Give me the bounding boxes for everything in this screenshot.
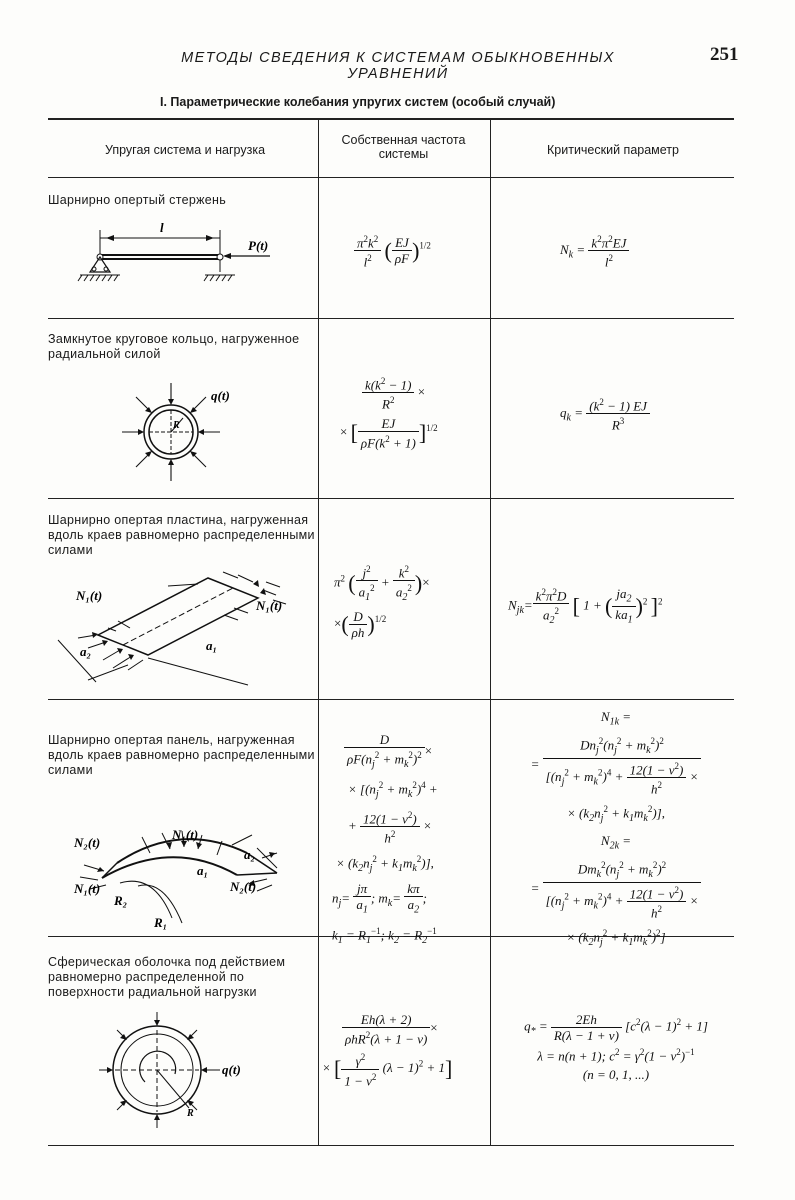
table-title: I. Параметрические колебания упругих систем (особый случай) — [160, 95, 556, 109]
row-divider — [48, 498, 734, 499]
panel-a2-label: a₂ — [244, 847, 256, 862]
row-1-frequency: $\frac{\pi^2k^2}{l^2}$ ( $\frac{EJ}{\rho F}$ )$^{1/2}$ — [354, 232, 431, 270]
plate-load-right-label: N₁(t) — [256, 598, 283, 613]
ring-radius-label: R — [173, 420, 180, 431]
panel-r2-label: R₂ — [114, 893, 128, 908]
ring-load-label: q(t) — [211, 388, 230, 403]
row-divider — [48, 318, 734, 319]
shell-radius-label: R — [187, 1108, 194, 1119]
panel-n1-left-label: N₁(t) — [74, 881, 101, 896]
row-4-critical: $N_{1k}$ = = $Dn_j^2(n_j^2 + m_k^2)^2$ [$(n_j^2 + m_k^2)^4$ + $\frac{12(1 - \nu^2)}{h^2}$ × × $(k_2n_j^2 + k_1m_k^2)$], $N_{2k}$ = = $Dm_k^2(n_j^2 + m_k^2)^2$ [$(n_j^2 + m_k^2)^4$ + $\frac{12(1 - \nu^2)}{h^2}$ × × $(k_2n_j^2 + k_1m_k^2)^2$] — [500, 706, 732, 954]
row-4-frequency: $\frac{D}{\rho F(n_j^2 + m_k^2)^2}$ × × [$(n_j^2 + m_k^2)^4$ + + $\frac{12(1 - \nu^2)}{h^2}$ × × $(k_2n_j^2 + k_1m_k^2)$], $n_j=$ $\frac{j\pi}{a_1}$ ; $m_k=$ $\frac{k\pi}{a_2}$ ; $k_1 = R_1^{-1}$; $k_2 = R_2^{-1}$ — [332, 732, 438, 946]
column-divider — [490, 120, 491, 1145]
rod-load-label: P(t) — [248, 238, 269, 253]
column-header-system: Упругая система и нагрузка — [104, 143, 266, 157]
row-divider — [48, 699, 734, 700]
running-head: МЕТОДЫ СВЕДЕНИЯ К СИСТЕМАМ ОБЫКНОВЕННЫХ УРАВНЕНИЙ — [181, 50, 615, 82]
column-divider — [318, 120, 319, 1145]
plate-a1-label: a₁ — [206, 638, 218, 653]
shell-load-label: q(t) — [222, 1062, 241, 1077]
row-2-critical: $q_k$ = $\frac{(k^2 - 1) EJ}{R^3}$ — [560, 395, 650, 433]
panel-n2-left-label: N₂(t) — [74, 835, 101, 850]
column-header-frequency: Собственная частота системы — [341, 133, 466, 161]
panel-n1-top-label: N₁(t) — [172, 827, 199, 842]
row-2-description: Замкнутое круговое кольцо, нагруженное радиальной силой — [48, 332, 300, 361]
plate-a2-label: a₂ — [80, 644, 92, 659]
panel-diagram — [62, 823, 312, 931]
circular-ring-diagram — [115, 378, 245, 488]
row-3-description: Шарнирно опертая пластина, нагруженная вдоль краев равномерно распределенными силами — [48, 513, 315, 557]
panel-r1-label: R₁ — [154, 915, 168, 930]
row-5-critical: $q_*$ = $\frac{2Eh}{R(\lambda - 1 + \nu)}$ $[c^2(\lambda - 1)^2 + 1]$ λ = n(n + 1); $c^2 = \gamma^2(1 - \nu^2)^{-1}$ (n = 0, 1, ...) — [524, 1012, 708, 1083]
spherical-shell-diagram — [95, 1012, 265, 1127]
row-5-frequency: $\frac{Eh(\lambda + 2)}{\rho hR^2(\lambda + 1 - \nu)}$ × × [ $\frac{\gamma^2}{1 - \nu^2}$ $(\lambda - 1)^2 + 1$] — [322, 1012, 453, 1088]
table-bottom-rule — [48, 1145, 734, 1146]
hinged-rod-diagram — [70, 220, 269, 290]
panel-n2-right-label: N₂(t) — [230, 879, 257, 894]
rod-length-label: l — [160, 220, 164, 235]
row-3-frequency: $\pi^2$ ( $\frac{j^2}{a_1^2}$ + $\frac{k^2}{a_2^2}$ )× ×( $\frac{D}{\rho h}$ )$^{1/2}$ — [334, 564, 430, 641]
row-3-critical: $N_{jk}=$ $\frac{k^2\pi^2D}{a_2^2}$ [ 1 + ( $\frac{ja_2}{ka_1}$ )$^2$ ]$^2$ — [508, 585, 663, 627]
row-1-critical: $N_k$ = $\frac{k^2\pi^2EJ}{l^2}$ — [560, 232, 629, 270]
plate-load-left-label: N₁(t) — [76, 588, 103, 603]
row-2-frequency: $\frac{k(k^2 - 1)}{R^2}$ × × [ $\frac{EJ}{\rho F(k^2 + 1)}$ ]$^{1/2}$ — [340, 376, 438, 450]
header-bottom-rule — [48, 177, 734, 178]
row-5-description: Сферическая оболочка под действием равномерно распределенной по поверхности радиальной нагрузки — [48, 955, 286, 999]
page-number: 251 — [710, 44, 739, 65]
row-4-description: Шарнирно опертая панель, нагруженная вдоль краев равномерно распределенными силами — [48, 733, 315, 777]
column-header-critical: Критический параметр — [547, 143, 679, 157]
row-1-description: Шарнирно опертый стержень — [48, 193, 227, 207]
panel-a1-label: a₁ — [197, 863, 209, 878]
plate-diagram — [48, 570, 308, 690]
table-top-rule — [48, 118, 734, 120]
